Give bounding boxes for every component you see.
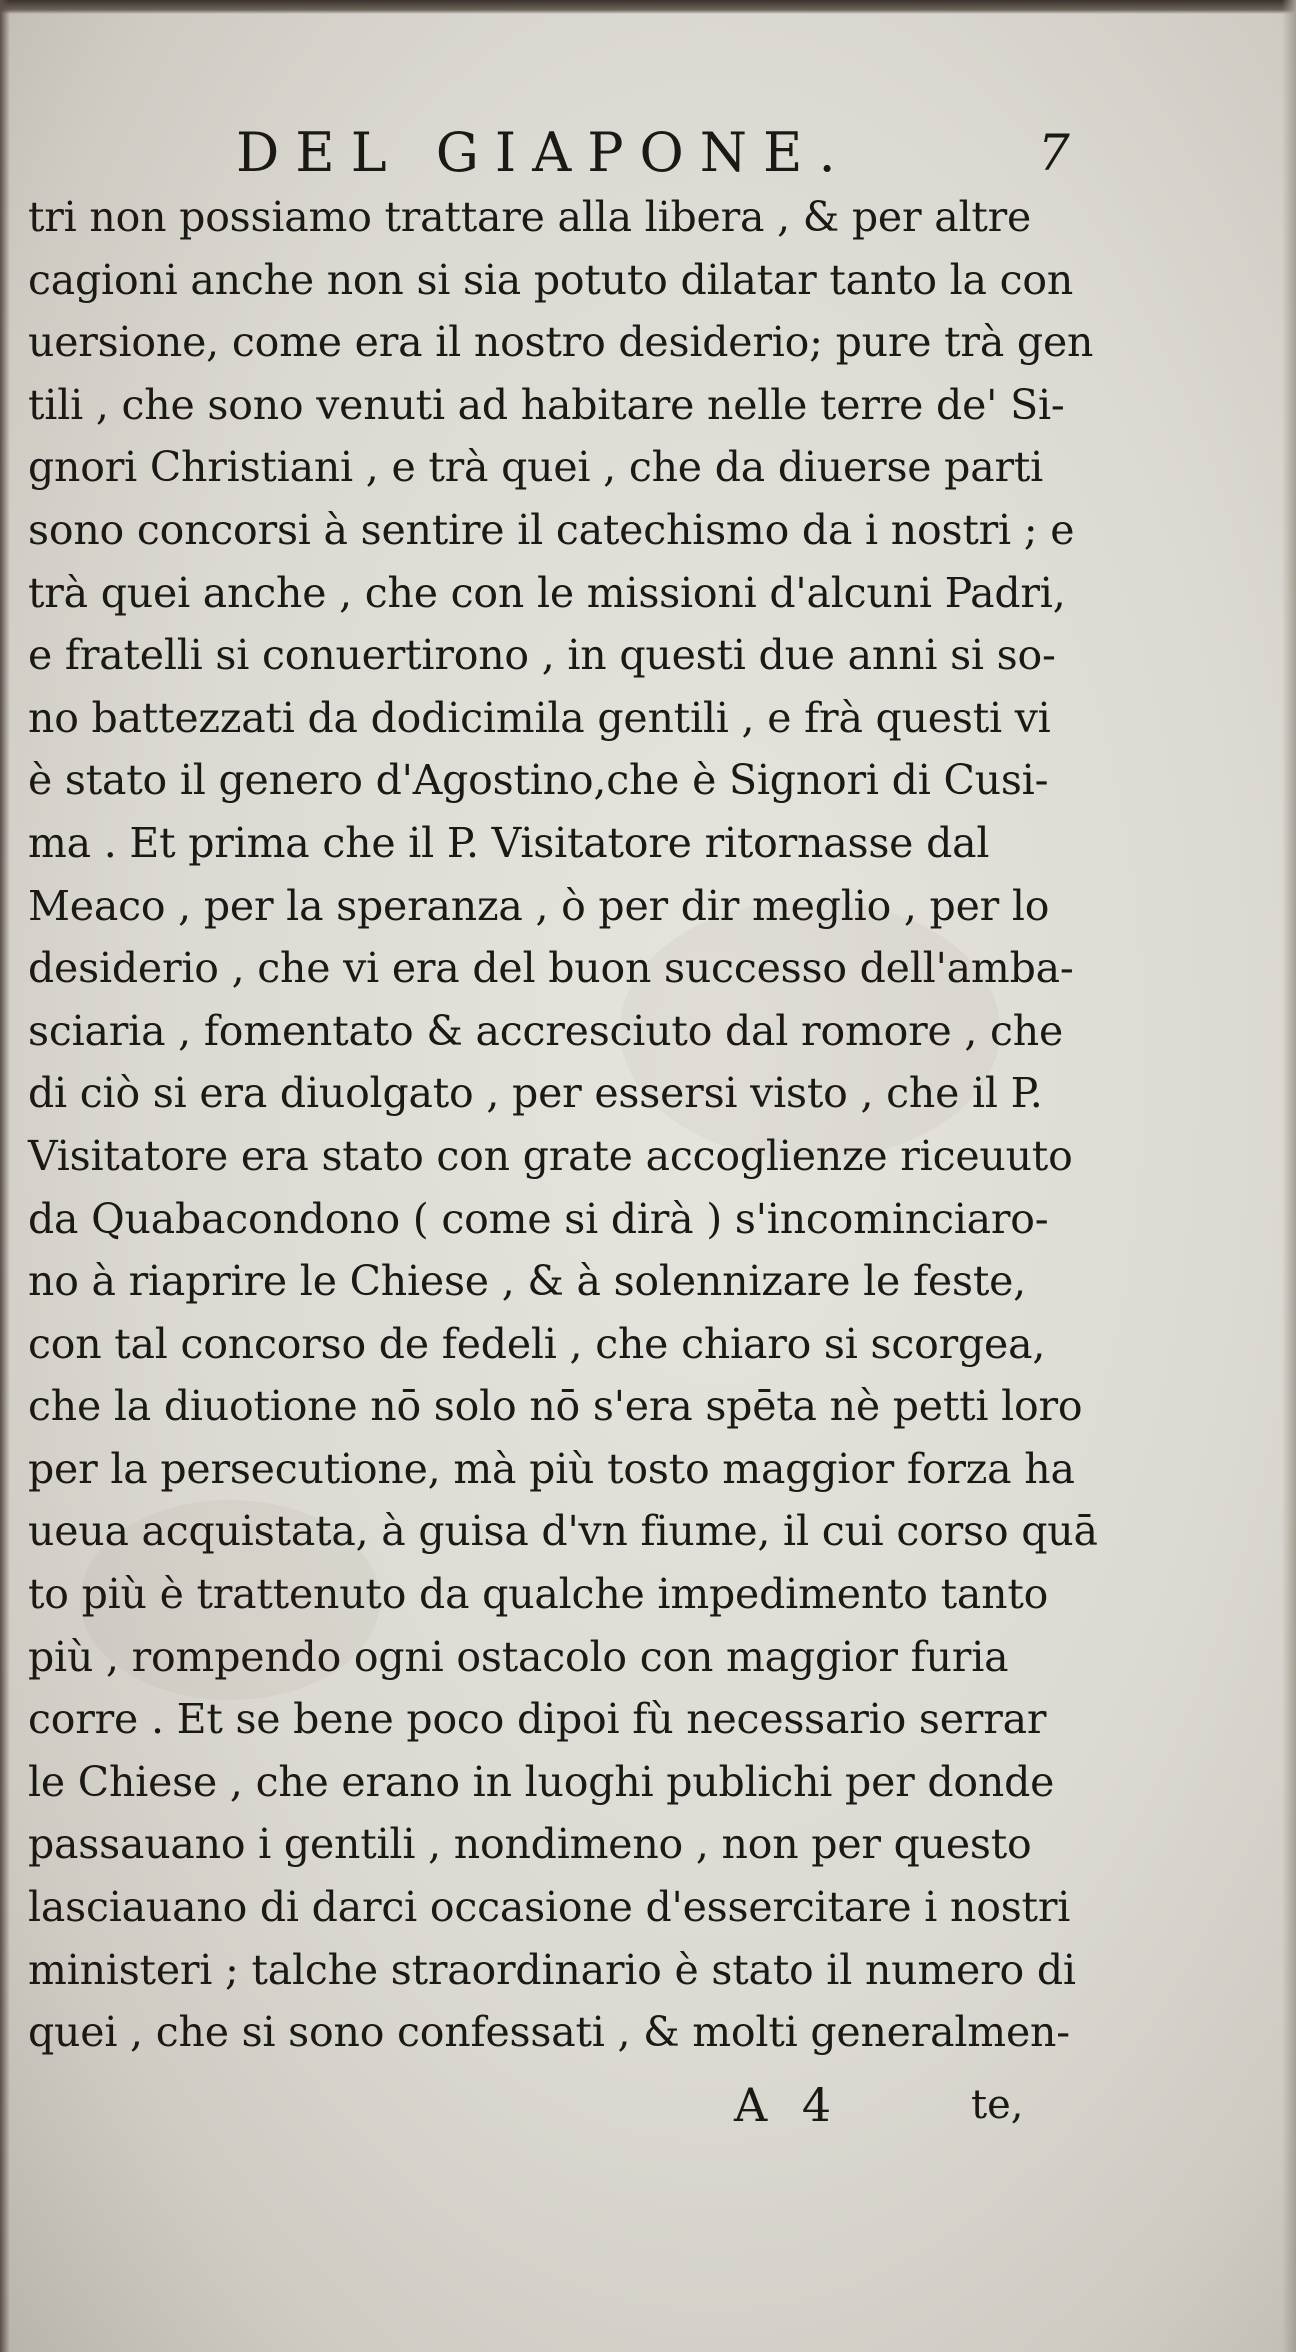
text-line: è stato il genero d'Agostino,che è Signori di Cusi- [28,756,1049,805]
text-line: ueua acquistata, à guisa d'vn fiume, il cui corso quā [28,1507,1098,1556]
text-line: cagioni anche non si sia potuto dilatar tanto la con [28,255,1074,304]
book-edge-top [0,0,1296,14]
text-line: sono concorsi à sentire il catechismo da i nostri ; e [28,505,1075,554]
text-line: e fratelli si conuertirono , in questi due anni si so- [28,631,1056,680]
text-line: passauano i gentili , nondimeno , non per questo [28,1820,1032,1869]
text-line: con tal concorso de fedeli , che chiaro si scorgea, [28,1319,1046,1368]
catchword: te, [971,2081,1024,2128]
text-line: uersione, come era il nostro desiderio; pure trà gen [28,318,1094,367]
running-head [28,120,1118,186]
text-line: tri non possiamo trattare alla libera , & per altre [28,193,1032,241]
text-line: desiderio , che vi era del buon successo dell'amba- [28,944,1074,993]
text-line: corre . Et se bene poco dipoi fù necessario serrar [28,1695,1047,1744]
running-title: DEL GIAPONE. [236,121,852,184]
text-line: no à riaprire le Chiese , & à solennizare le feste, [28,1257,1027,1306]
body-text [28,186,1118,2064]
text-line: gnori Christiani , e trà quei , che da diuerse parti [28,443,1044,492]
text-line: no battezzati da dodicimila gentili , e frà questi vi [28,693,1051,742]
text-line: trà quei anche , che con le missioni d'alcuni Padri, [28,568,1066,617]
text-line: le Chiese , che erano in luoghi publichi per donde [28,1757,1055,1806]
book-edge-right [1282,0,1296,2352]
text-line: più , rompendo ogni ostacolo con maggior furia [28,1632,1009,1681]
text-line: ministeri ; talche straordinario è stato il numero di [28,1945,1076,1994]
text-line: di ciò si era diuolgato , per essersi visto , che il P. [28,1069,1043,1118]
text-line: to più è trattenuto da qualche impedimento tanto [28,1570,1049,1619]
text-line: ma . Et prima che il P. Visitatore ritornasse dal [28,818,990,867]
text-line: sciaria , fomentato & accresciuto dal romore , che [28,1006,1064,1055]
text-line: che la diuotione nō solo nō s'era spēta nè petti loro [28,1382,1083,1431]
text-line: quei , che si sono confessati , & molti generalmen- [28,2008,1070,2057]
page-footer [28,2072,1118,2142]
signature-mark: A 4 [734,2077,842,2132]
book-edge-left [0,0,10,2352]
text-line: Meaco , per la speranza , ò per dir meglio , per lo [28,881,1050,930]
text-line: per la persecutione, mà più tosto maggior forza ha [28,1444,1075,1493]
book-page [28,120,1118,2142]
text-line: lasciauano di darci occasione d'essercitare i nostri [28,1883,1071,1932]
text-line: Visitatore era stato con grate accoglienze riceuuto [28,1131,1073,1180]
text-line: da Quabacondono ( come si dirà ) s'incominciaro- [28,1194,1049,1243]
text-line: tili , che sono venuti ad habitare nelle terre de' Si- [28,380,1065,429]
page-number: 7 [1038,124,1070,182]
